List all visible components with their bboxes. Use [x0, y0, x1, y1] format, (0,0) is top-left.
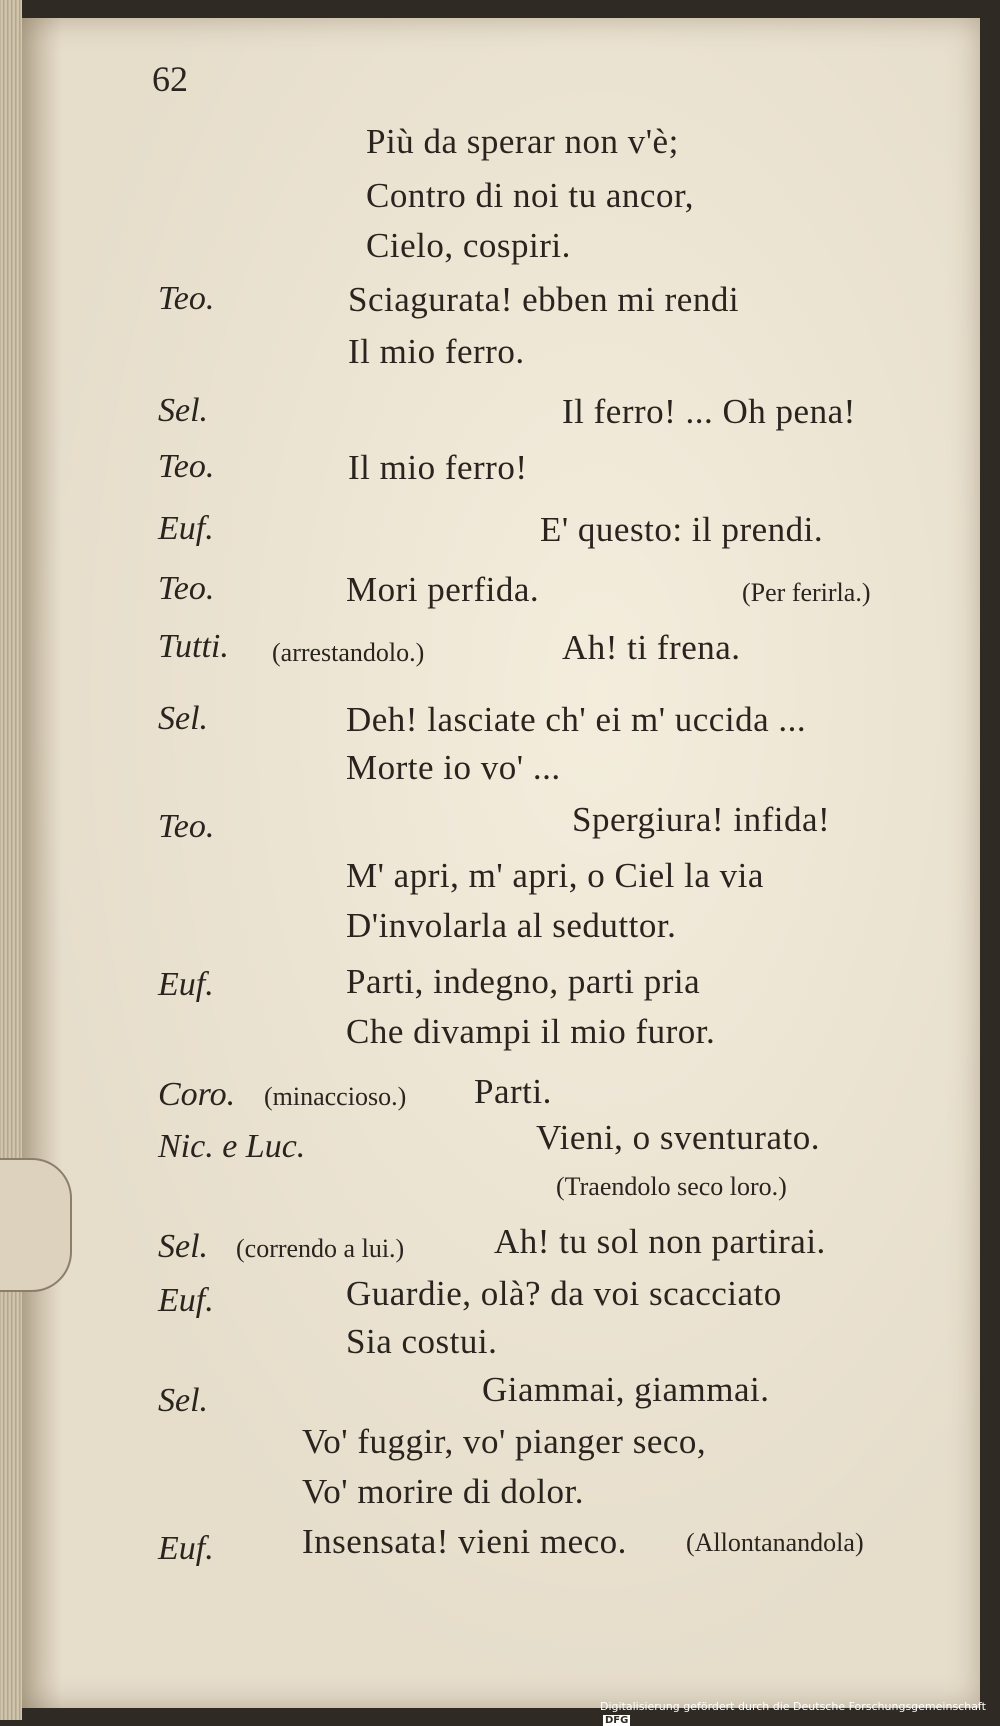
verse-line: Ah! ti frena.: [562, 628, 741, 667]
verse-line: Vieni, o sventurato.: [536, 1118, 820, 1157]
speaker-label: Teo.: [158, 280, 215, 317]
verse-line: Il ferro! ... Oh pena!: [562, 392, 856, 431]
stage-direction: (Allontanandola): [686, 1528, 864, 1557]
verse-line: Il mio ferro!: [348, 448, 528, 487]
speaker-label: Coro.: [158, 1076, 236, 1113]
speaker-label: Tutti.: [158, 628, 229, 665]
verse-line: Deh! lasciate ch' ei m' uccida ...: [346, 700, 807, 739]
speaker-label: Euf.: [158, 1530, 214, 1567]
speaker-label: Sel.: [158, 1382, 209, 1419]
speaker-label: Euf.: [158, 510, 214, 547]
verse-line: Insensata! vieni meco.: [302, 1522, 627, 1561]
verse-line: Mori perfida.: [346, 570, 540, 609]
verse-line: Sia costui.: [346, 1322, 498, 1361]
speaker-label: Euf.: [158, 1282, 214, 1319]
verse-line: Vo' fuggir, vo' pianger seco,: [302, 1422, 707, 1461]
verse-line: Il mio ferro.: [348, 332, 525, 371]
speaker-label: Teo.: [158, 808, 215, 845]
verse-line: M' apri, m' apri, o Ciel la via: [346, 856, 764, 895]
verse-line: Contro di noi tu ancor,: [366, 176, 694, 215]
verse-line: E' questo: il prendi.: [540, 510, 824, 549]
verse-line: Giammai, giammai.: [482, 1370, 770, 1409]
speaker-label: Sel.: [158, 392, 209, 429]
verse-line: Parti.: [474, 1072, 552, 1111]
stage-direction: (Traendolo seco loro.): [556, 1172, 787, 1201]
verse-line: Guardie, olà? da voi scacciato: [346, 1274, 782, 1313]
book-edge: [0, 0, 22, 1720]
stage-direction: (Per ferirla.): [742, 578, 871, 607]
verse-line: D'involarla al seduttor.: [346, 906, 677, 945]
verse-line: Spergiura! infida!: [572, 800, 831, 839]
page-tab: [0, 1158, 72, 1292]
stage-direction: (arrestandolo.): [272, 638, 425, 667]
verse-line: Che divampi il mio furor.: [346, 1012, 716, 1051]
verse-line: Morte io vo' ...: [346, 748, 561, 787]
page-number: 62: [152, 59, 188, 99]
speaker-label: Teo.: [158, 570, 215, 607]
verse-line: Più da sperar non v'è;: [366, 122, 679, 161]
verse-line: Sciagurata! ebben mi rendi: [348, 280, 740, 319]
verse-line: Vo' morire di dolor.: [302, 1472, 585, 1511]
speaker-label: Sel.: [158, 1228, 209, 1265]
stage-direction: (correndo a lui.): [236, 1234, 405, 1263]
footer-text: Digitalisierung gefördert durch die Deutsche Forschungsgemeinschaft: [600, 1700, 986, 1713]
speaker-label: Euf.: [158, 966, 214, 1003]
verse-line: Parti, indegno, parti pria: [346, 962, 701, 1001]
speaker-label: Teo.: [158, 448, 215, 485]
dfg-logo: DFG: [605, 1715, 629, 1726]
stage-direction: (minaccioso.): [264, 1082, 407, 1111]
speaker-label: Nic. e Luc.: [158, 1128, 306, 1165]
digitization-credit: [600, 1700, 1000, 1726]
speaker-label: Sel.: [158, 700, 209, 737]
verse-line: Cielo, cospiri.: [366, 226, 571, 265]
verse-line: Ah! tu sol non partirai.: [494, 1222, 826, 1261]
